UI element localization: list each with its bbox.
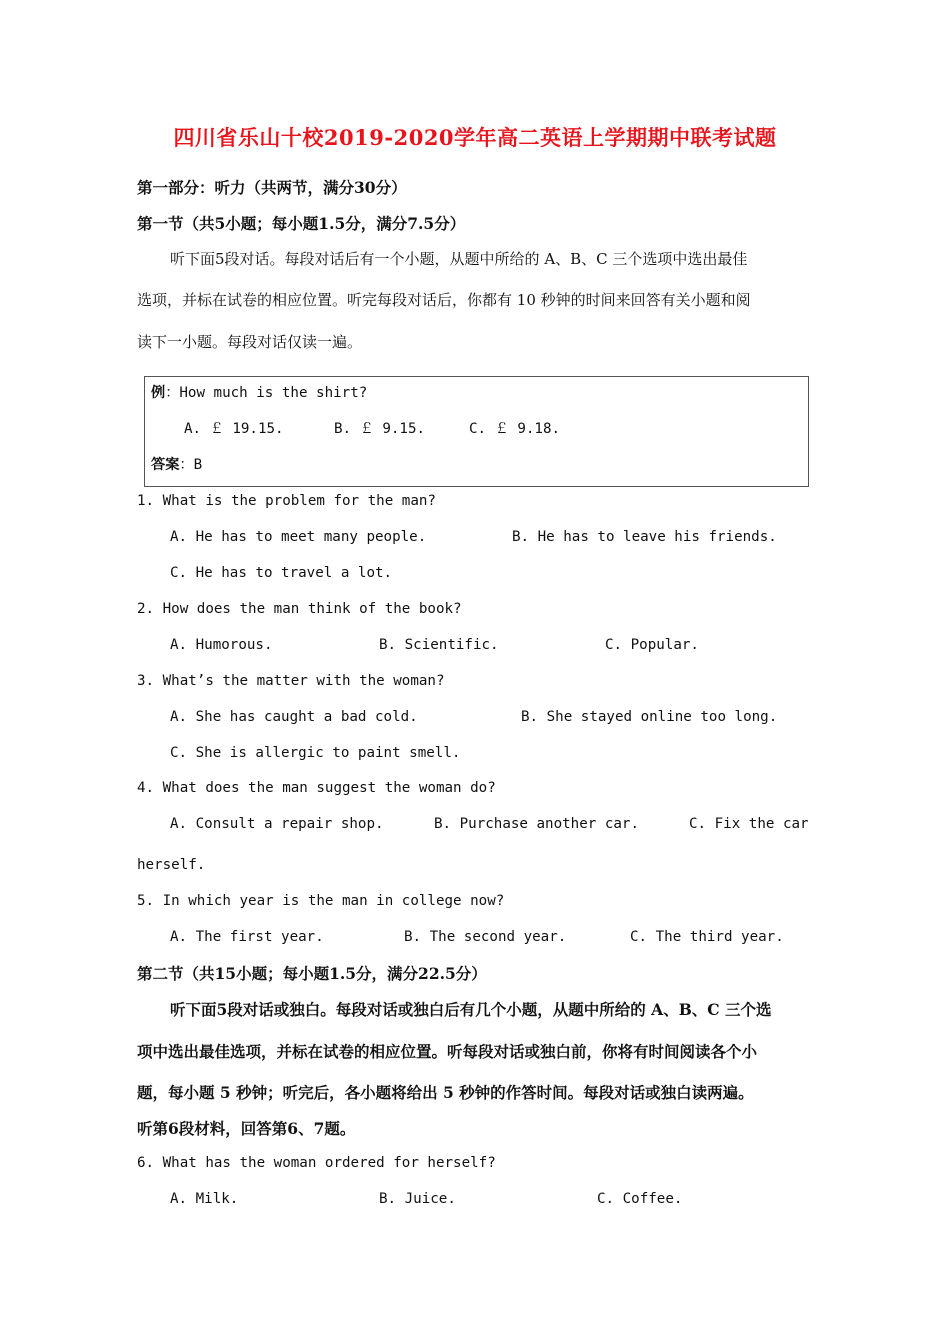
question-4-option-c-continuation: herself. (137, 857, 206, 873)
question-4: 4. What does the man suggest the woman do? (137, 780, 496, 796)
question-1-option-c: C. He has to travel a lot. (170, 565, 393, 581)
question-5-option-b: B. The second year. (404, 929, 567, 945)
question-6: 6. What has the woman ordered for herself? (137, 1155, 496, 1171)
question-6-option-c: C. Coffee. (597, 1191, 683, 1207)
instruction-line-1: 听下面5段对话。每段对话后有一个小题，从题中所给的 A、B、C 三个选项中选出最佳 (170, 250, 748, 268)
question-3-option-c: C. She is allergic to paint smell. (170, 745, 461, 761)
example-label: 例 (151, 385, 166, 401)
example-option-c: C. ￡ 9.18. (469, 421, 561, 437)
example-option-b: B. ￡ 9.15. (334, 421, 426, 437)
question-1-option-b: B. He has to leave his friends. (512, 529, 777, 545)
question-4-option-a: A. Consult a repair shop. (170, 816, 384, 832)
question-2: 2. How does the man think of the book? (137, 601, 462, 617)
question-2-option-a: A. Humorous. (170, 637, 273, 653)
question-1-option-a: A. He has to meet many people. (170, 529, 427, 545)
question-3: 3. What’s the matter with the woman? (137, 673, 445, 689)
question-3-option-a: A. She has caught a bad cold. (170, 709, 418, 725)
example-answer: 答案：B (151, 457, 203, 473)
section2-instruction-line-2: 项中选出最佳选项，并标在试卷的相应位置。听每段对话或独白前，你将有时间阅读各个小 (137, 1042, 758, 1061)
question-5: 5. In which year is the man in college now? (137, 893, 505, 909)
example-answer-label: 答案 (151, 457, 180, 473)
question-2-option-b: B. Scientific. (379, 637, 499, 653)
section2-heading: 第二节（共15小题；每小题1.5分，满分22.5分） (137, 964, 487, 983)
question-4-option-b: B. Purchase another car. (434, 816, 639, 832)
question-4-option-c: C. Fix the car (689, 816, 809, 832)
section2-instruction-line-3: 题，每小题 5 秒钟；听完后，各小题将给出 5 秒钟的作答时间。每段对话或独白读两遍。 (137, 1083, 754, 1102)
section2-instruction-line-1: 听下面5段对话或独白。每段对话或独白后有几个小题，从题中所给的 A、B、C 三个选 (170, 1000, 772, 1019)
part1-heading: 第一部分：听力（共两节，满分30分） (137, 178, 407, 197)
question-3-option-b: B. She stayed online too long. (521, 709, 778, 725)
question-5-option-a: A. The first year. (170, 929, 324, 945)
question-6-option-b: B. Juice. (379, 1191, 456, 1207)
document-title: 四川省乐山十校2019-2020学年高二英语上学期期中联考试题 (173, 125, 777, 150)
question-5-option-c: C. The third year. (630, 929, 784, 945)
instruction-line-3: 读下一小题。每段对话仅读一遍。 (137, 333, 363, 351)
example-option-a: A. ￡ 19.15. (184, 421, 284, 437)
instruction-line-2: 选项，并标在试卷的相应位置。听完每段对话后，你都有 10 秒钟的时间来回答有关小题和阅 (137, 291, 751, 309)
material-6-heading: 听第6段材料，回答第6、7题。 (137, 1119, 356, 1138)
question-1: 1. What is the problem for the man? (137, 493, 436, 509)
question-6-option-a: A. Milk. (170, 1191, 239, 1207)
example-question: 例：How much is the shirt? (151, 385, 368, 401)
question-2-option-c: C. Popular. (605, 637, 699, 653)
section1-heading: 第一节（共5小题；每小题1.5分，满分7.5分） (137, 214, 466, 233)
